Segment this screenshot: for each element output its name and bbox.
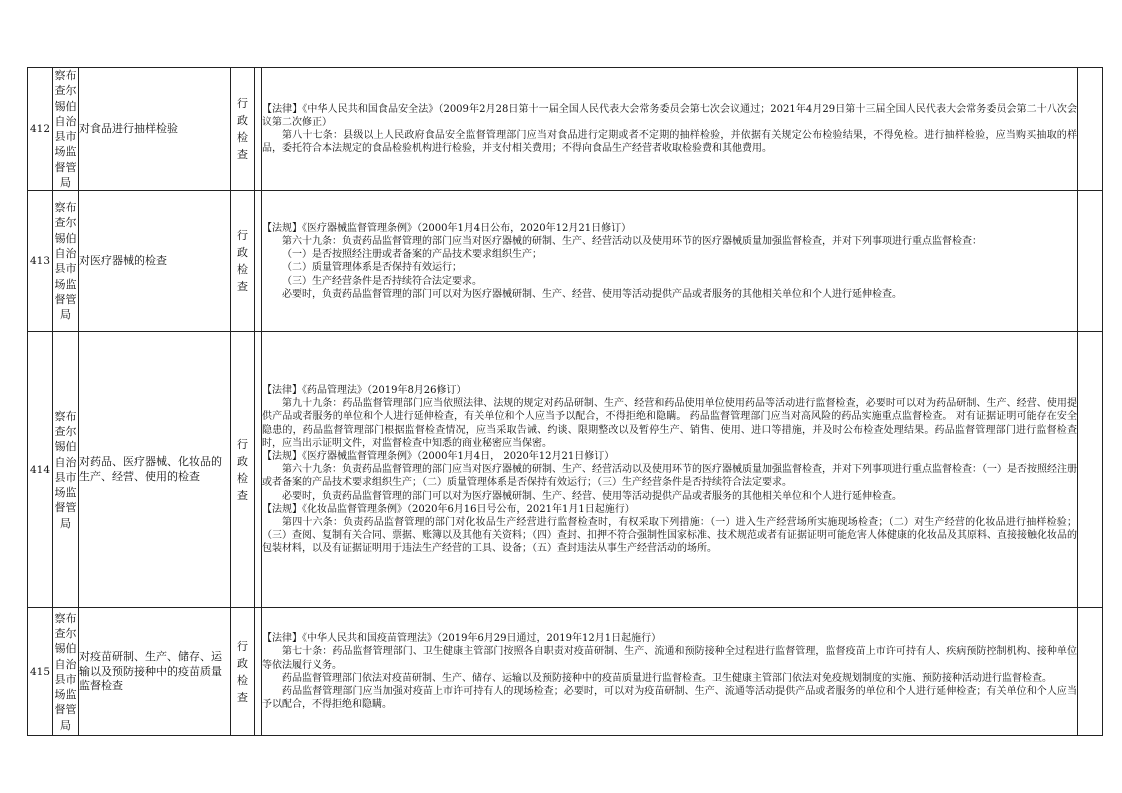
legal-basis-paragraph: 必要时，负责药品监督管理的部门可以对为医疗器械研制、生产、经营、使用等活动提供产品或者服务的其他相关单位和个人进行延伸检查。: [282, 490, 902, 502]
legal-basis-heading: 【法律】《中华人民共和国疫苗管理法》（2019年6月29日通过，2019年12月1日起施行）: [262, 633, 662, 645]
authority-name: 察布查尔锡伯自治县市场监督管局: [54, 201, 77, 322]
legal-basis-heading: 【法律】《药品管理法》（2019年8月26修订）: [262, 385, 467, 397]
remarks-cell: [1078, 608, 1103, 736]
legal-basis-item: （二）质量管理体系是否保持有效运行；: [282, 262, 462, 274]
legal-basis-heading: 【法规】《医疗器械监督管理条例》（2000年1月4日， 2020年12月21日修订）: [262, 451, 615, 463]
row-number: 413: [28, 191, 53, 332]
legal-basis-cell: [262, 332, 1078, 608]
action-type: 行政检查: [237, 229, 248, 294]
inspection-item: 对药品、医疗器械、化妆品的生产、经营、使用的检查: [79, 332, 231, 608]
authority-cell: [53, 191, 79, 332]
authority-name: 察布查尔锡伯自治县市场监督管局: [54, 611, 77, 732]
authority-name: 察布查尔锡伯自治县市场监督管局: [54, 69, 77, 190]
legal-basis-paragraph: 第九十九条：药品监督管理部门应当依照法律、法规的规定对药品研制、生产、经营和药品使用单位使用药品等活动进行监督检查，必要时可以对为药品研制、生产、经营、使用提供产品或者服务的单位和个人进行延伸检查，有关单位和个人应当予以配合，不得拒绝和隐瞒。 药品监督管理部门应当对高风险的药品实施重点监督检查。 对有证据证明可能存在安全隐患的，药品监督管理部门根据监督检查情况，应当采取告诫、约谈、限期整改以及暂停生产、销售、使用、进口等措施，并及时公布检查处理结果。药品监督管理部门进行监督检查时，应当出示证明文件，对监督检查中知悉的商业秘密应当保密。: [262, 398, 1077, 449]
action-type: 行政检查: [237, 97, 248, 162]
authority-cell: [53, 332, 79, 608]
row-number: 414: [28, 332, 53, 608]
table-row: [28, 191, 1103, 332]
row-number: 412: [28, 68, 53, 191]
legal-basis-paragraph: 第八十七条：县级以上人民政府食品安全监督管理部门应当对食品进行定期或者不定期的抽样检验，并依据有关规定公布检验结果，不得免检。进行抽样检验，应当购买抽取的样品，委托符合本法规定的食品检验机构进行检验，并支付相关费用；不得向食品生产经营者收取检验费和其他费用。: [262, 130, 1077, 155]
inspection-item: 对食品进行抽样检验: [79, 68, 231, 191]
spacer-cell: [255, 332, 262, 608]
legal-basis-heading: 【法规】《化妆品监督管理条例》（2020年6月16日号公布，2021年1月1日起施行）: [262, 503, 635, 515]
table-row: [28, 332, 1103, 608]
legal-basis-item: （三）生产经营条件是否持续符合法定要求。: [282, 275, 482, 287]
action-type-cell: [231, 191, 255, 332]
legal-basis-item: （一）是否按照经注册或者备案的产品技术要求组织生产；: [282, 249, 542, 261]
legal-basis-paragraph: 药品监督管理部门依法对疫苗研制、生产、储存、运输以及预防接种中的疫苗质量进行监督检查。卫生健康主管部门依法对免疫规划制度的实施、预防接种活动进行监督检查。: [282, 672, 1052, 684]
action-type: 行政检查: [237, 437, 248, 502]
legal-basis-cell: [262, 68, 1078, 191]
legal-basis-heading: 【法规】《医疗器械监督管理条例》（2000年1月4日公布，2020年12月21日修订）: [262, 222, 632, 234]
inspection-table: [27, 67, 1103, 736]
authority-cell: [53, 68, 79, 191]
remarks-cell: [1078, 68, 1103, 191]
authority-cell: [53, 608, 79, 736]
legal-basis-cell: [262, 191, 1078, 332]
spacer-cell: [255, 191, 262, 332]
inspection-item: 对疫苗研制、生产、储存、运输以及预防接种中的疫苗质量监督检查: [79, 608, 231, 736]
action-type: 行政检查: [237, 639, 248, 704]
legal-basis-paragraph: 第六十九条：负责药品监督管理的部门应当对医疗器械的研制、生产、经营活动以及使用环节的医疗器械质量加强监督检查，并对下列事项进行重点监督检查：: [282, 235, 982, 247]
action-type-cell: [231, 608, 255, 736]
row-number: 415: [28, 608, 53, 736]
legal-basis-paragraph: 必要时，负责药品监督管理的部门可以对为医疗器械研制、生产、经营、使用等活动提供产品或者服务的其他相关单位和个人进行延伸检查。: [282, 288, 902, 300]
inspection-item: 对医疗器械的检查: [79, 191, 231, 332]
authority-name: 察布查尔锡伯自治县市场监督管局: [54, 409, 77, 530]
spacer-cell: [255, 608, 262, 736]
legal-basis-paragraph: 第七十条：药品监督管理部门、卫生健康主管部门按照各自职责对疫苗研制、生产、流通和预防接种全过程进行监督管理，监督疫苗上市许可持有人、疾病预防控制机构、接种单位等依法履行义务。: [262, 646, 1077, 671]
spacer-cell: [255, 68, 262, 191]
remarks-cell: [1078, 332, 1103, 608]
table-row: [28, 608, 1103, 736]
legal-basis-paragraph: 第六十九条：负责药品监督管理的部门应当对医疗器械的研制、生产、经营活动以及使用环节的医疗器械质量加强监督检查，并对下列事项进行重点监督检查：（一）是否按照经注册或者备案的产品技术要求组织生产；（二）质量管理体系是否保持有效运行；（三）生产经营条件是否持续符合法定要求。: [262, 464, 1077, 489]
legal-basis-paragraph: 第四十六条：负责药品监督管理的部门对化妆品生产经营进行监督检查时，有权采取下列措施：（一）进入生产经营场所实施现场检查；（二）对生产经营的化妆品进行抽样检验；（三）查阅、复制有关合同、票据、账簿以及其他有关资料；（四）查封、扣押不符合强制性国家标准、技术规范或者有证据证明可能危害人体健康的化妆品及其原料、直接接触化妆品的包装材料，以及有证据证明用于违法生产经营的工具、设备；（五）查封违法从事生产经营活动的场所。: [262, 517, 1077, 555]
remarks-cell: [1078, 191, 1103, 332]
action-type-cell: [231, 332, 255, 608]
action-type-cell: [231, 68, 255, 191]
table-row: [28, 68, 1103, 191]
legal-basis-paragraph: 药品监督管理部门应当加强对疫苗上市许可持有人的现场检查；必要时，可以对为疫苗研制、生产、流通等活动提供产品或者服务的单位和个人进行延伸检查；有关单位和个人应当予以配合，不得拒绝和隐瞒。: [262, 686, 1077, 711]
legal-basis-cell: [262, 608, 1078, 736]
legal-basis-heading: 【法律】《中华人民共和国食品安全法》（2009年2月28日第十一届全国人民代表大会常务委员会第七次会议通过；2021年4月29日第十三届全国人民代表大会常务委员会第二十八次会议第二次修正）: [262, 103, 1077, 128]
